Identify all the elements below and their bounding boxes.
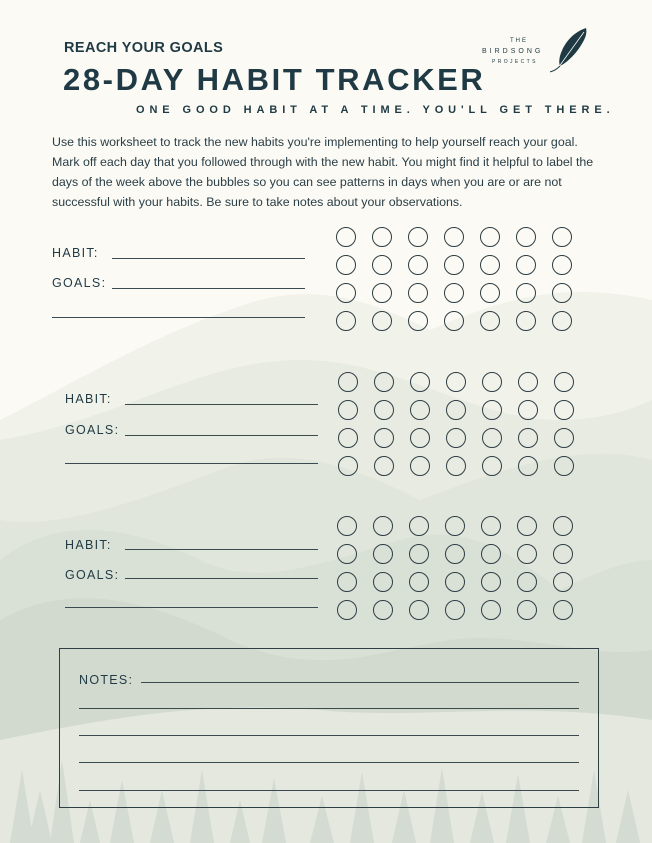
day-bubble[interactable]	[553, 572, 573, 592]
day-bubble[interactable]	[517, 516, 537, 536]
notes-line-1[interactable]	[141, 682, 579, 683]
day-bubble[interactable]	[409, 600, 429, 620]
day-bubble[interactable]	[410, 372, 430, 392]
day-bubble[interactable]	[410, 456, 430, 476]
notes-box	[59, 648, 599, 808]
day-bubble[interactable]	[444, 227, 464, 247]
habit-label: HABIT:	[52, 246, 99, 260]
day-bubble[interactable]	[338, 400, 358, 420]
day-bubble[interactable]	[482, 456, 502, 476]
day-bubble[interactable]	[374, 428, 394, 448]
day-bubble[interactable]	[446, 456, 466, 476]
day-bubble[interactable]	[446, 400, 466, 420]
day-bubble[interactable]	[408, 255, 428, 275]
day-bubble[interactable]	[444, 311, 464, 331]
day-bubble[interactable]	[445, 544, 465, 564]
day-bubble[interactable]	[408, 283, 428, 303]
day-bubble[interactable]	[372, 255, 392, 275]
day-bubble[interactable]	[480, 227, 500, 247]
day-bubble[interactable]	[372, 227, 392, 247]
day-bubble[interactable]	[410, 428, 430, 448]
day-bubble[interactable]	[554, 372, 574, 392]
day-bubble[interactable]	[372, 283, 392, 303]
day-bubble[interactable]	[336, 283, 356, 303]
day-bubble[interactable]	[516, 311, 536, 331]
day-bubble[interactable]	[480, 283, 500, 303]
day-bubble[interactable]	[482, 400, 502, 420]
day-bubble[interactable]	[516, 255, 536, 275]
day-bubble[interactable]	[336, 255, 356, 275]
goals-label: GOALS:	[52, 276, 107, 290]
day-bubble[interactable]	[408, 311, 428, 331]
day-bubble[interactable]	[446, 372, 466, 392]
day-bubble[interactable]	[409, 516, 429, 536]
day-bubble[interactable]	[517, 572, 537, 592]
day-bubble[interactable]	[482, 428, 502, 448]
day-bubble[interactable]	[480, 311, 500, 331]
day-bubble[interactable]	[518, 428, 538, 448]
page-kicker: REACH YOUR GOALS	[64, 40, 224, 56]
day-bubble[interactable]	[554, 456, 574, 476]
day-bubble[interactable]	[337, 516, 357, 536]
day-bubble[interactable]	[374, 372, 394, 392]
notes-line-4[interactable]	[79, 762, 579, 763]
day-bubble[interactable]	[446, 428, 466, 448]
day-bubble[interactable]	[372, 311, 392, 331]
day-bubble[interactable]	[410, 400, 430, 420]
day-bubble[interactable]	[445, 600, 465, 620]
day-bubble[interactable]	[554, 428, 574, 448]
day-bubble[interactable]	[373, 544, 393, 564]
day-bubble[interactable]	[338, 372, 358, 392]
logo-line-1: THE	[510, 38, 528, 44]
day-bubble[interactable]	[374, 456, 394, 476]
day-bubble[interactable]	[517, 544, 537, 564]
intro-paragraph: Use this worksheet to track the new habits you're implementing to help yourself reach your goal. Mark off each day that you followed through with the new habit. You might find it helpful to label the days of the week above the bubbles so you can see patterns in days when you are or are not successful with your habits. Be sure to take notes about your observations.	[52, 135, 594, 209]
day-bubble[interactable]	[518, 372, 538, 392]
day-bubble[interactable]	[481, 572, 501, 592]
day-bubble[interactable]	[481, 600, 501, 620]
day-bubble[interactable]	[518, 400, 538, 420]
day-bubble[interactable]	[337, 544, 357, 564]
day-bubble[interactable]	[444, 255, 464, 275]
notes-line-2[interactable]	[79, 708, 579, 709]
day-bubble[interactable]	[516, 227, 536, 247]
logo-line-3: PROJECTS	[492, 59, 538, 65]
day-bubble[interactable]	[481, 544, 501, 564]
day-bubble[interactable]	[338, 428, 358, 448]
day-bubble[interactable]	[552, 311, 572, 331]
logo-line-2: BIRDSONG	[482, 48, 544, 55]
notes-line-3[interactable]	[79, 735, 579, 736]
day-bubble[interactable]	[552, 227, 572, 247]
day-bubble[interactable]	[336, 311, 356, 331]
day-bubble[interactable]	[336, 227, 356, 247]
habit-label: HABIT:	[65, 538, 112, 552]
day-bubble[interactable]	[337, 572, 357, 592]
day-bubble[interactable]	[552, 255, 572, 275]
day-bubble[interactable]	[338, 456, 358, 476]
goals-label: GOALS:	[65, 568, 120, 582]
day-bubble[interactable]	[554, 400, 574, 420]
day-bubble[interactable]	[373, 516, 393, 536]
day-bubble[interactable]	[553, 516, 573, 536]
day-bubble[interactable]	[373, 572, 393, 592]
day-bubble[interactable]	[517, 600, 537, 620]
notes-label: NOTES:	[79, 673, 134, 687]
day-bubble[interactable]	[553, 544, 573, 564]
day-bubble[interactable]	[552, 283, 572, 303]
day-bubble[interactable]	[553, 600, 573, 620]
day-bubble[interactable]	[409, 572, 429, 592]
day-bubble[interactable]	[482, 372, 502, 392]
page-tagline: ONE GOOD HABIT AT A TIME. YOU'LL GET THERE.	[136, 104, 615, 116]
day-bubble[interactable]	[445, 516, 465, 536]
habit-label: HABIT:	[65, 392, 112, 406]
day-bubble[interactable]	[516, 283, 536, 303]
day-bubble[interactable]	[373, 600, 393, 620]
day-bubble[interactable]	[480, 255, 500, 275]
day-bubble[interactable]	[408, 227, 428, 247]
notes-line-5[interactable]	[79, 790, 579, 791]
day-bubble[interactable]	[337, 600, 357, 620]
page-title: 28-DAY HABIT TRACKER	[63, 62, 486, 97]
day-bubble[interactable]	[445, 572, 465, 592]
day-bubble[interactable]	[518, 456, 538, 476]
day-bubble[interactable]	[409, 544, 429, 564]
goals-label: GOALS:	[65, 423, 120, 437]
day-bubble[interactable]	[374, 400, 394, 420]
day-bubble[interactable]	[481, 516, 501, 536]
day-bubble[interactable]	[444, 283, 464, 303]
